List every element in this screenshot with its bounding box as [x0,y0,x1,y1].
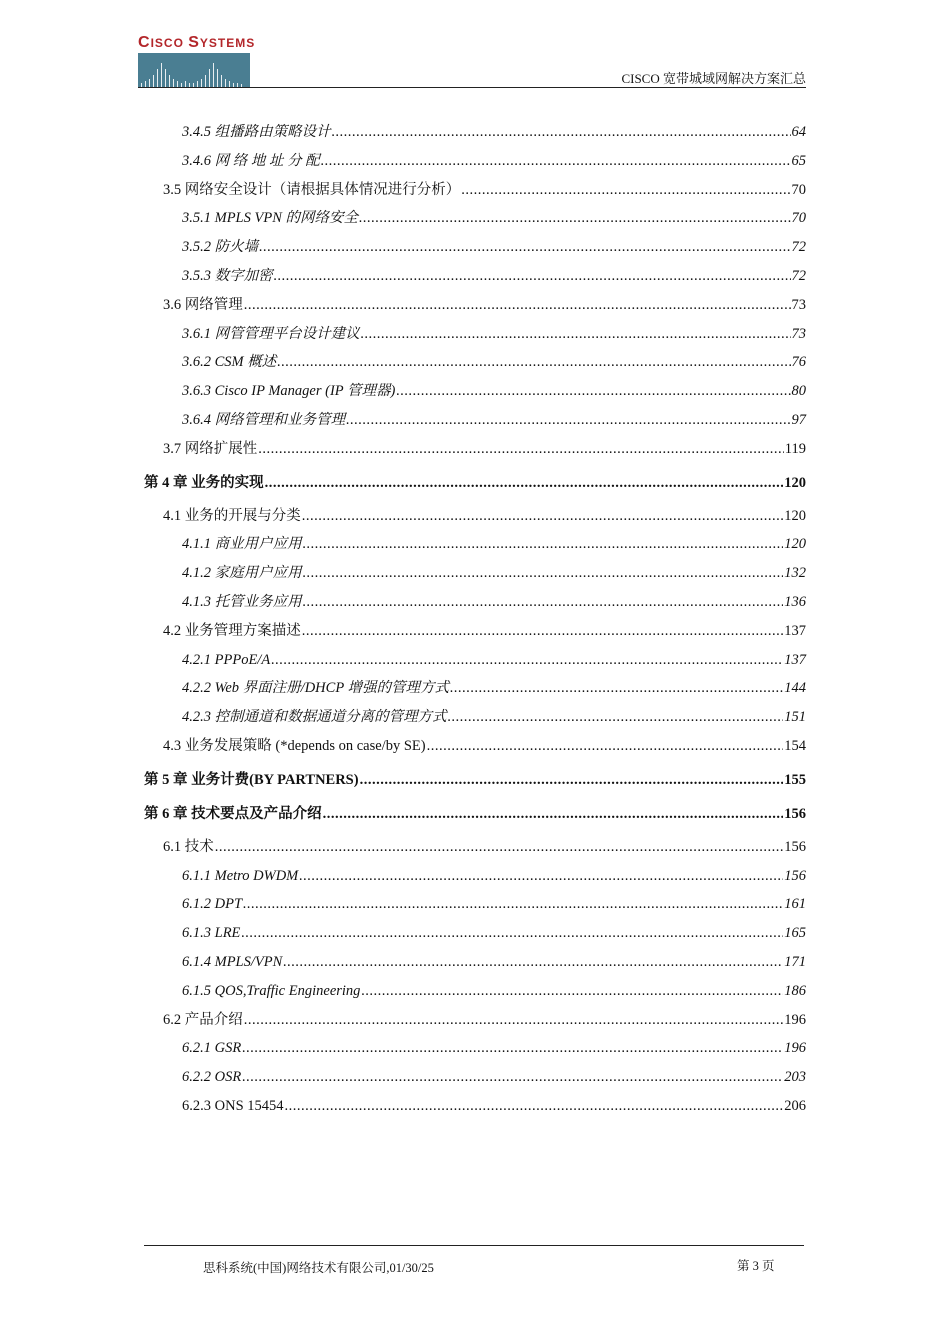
toc-entry[interactable]: 3.7 网络扩展性 ..... 119 [144,435,806,464]
document-title: CISCO 宽带城域网解决方案汇总 [621,71,806,86]
toc-entry[interactable]: 4.2.3 控制通道和数据通道分离的管理方式 ..... 151 [144,703,806,732]
toc-entry[interactable]: 6.1.5 QOS,Traffic Engineering ..... 186 [144,977,806,1006]
toc-entry[interactable]: 3.6.3 Cisco IP Manager (IP 管理器) ..... 80 [144,377,806,406]
toc-entry[interactable]: 4.3 业务发展策略 (*depends on case/by SE) ..... 154 [144,732,806,761]
toc-entry[interactable]: 6.2.3 ONS 15454 ..... 206 [144,1092,806,1121]
header-divider [138,87,806,88]
toc-entry[interactable]: 4.1.1 商业用户应用 ..... 120 [144,530,806,559]
toc-entry[interactable]: 4.2 业务管理方案描述 ..... 137 [144,617,806,646]
toc-entry[interactable]: 4.2.2 Web 界面注册/DHCP 增强的管理方式 ..... 144 [144,674,806,703]
toc-entry[interactable]: 3.4.6 网 络 地 址 分 配 ..... 65 [144,147,806,176]
footer-page-number: 第 3 页 [737,1259,775,1273]
toc-entry[interactable]: 4.1.3 托管业务应用 ..... 136 [144,588,806,617]
footer-divider [144,1245,804,1246]
toc-entry[interactable]: 3.4.5 组播路由策略设计 ..... 64 [144,118,806,147]
toc-entry[interactable]: 3.5.3 数字加密 ..... 72 [144,262,806,291]
toc-entry[interactable]: 4.1 业务的开展与分类 ..... 120 [144,502,806,531]
toc-entry[interactable]: 3.6.4 网络管理和业务管理 ..... 97 [144,406,806,435]
toc-entry[interactable]: 4.1.2 家庭用户应用 ..... 132 [144,559,806,588]
toc-entry[interactable]: 6.1.2 DPT ..... 161 [144,890,806,919]
toc-entry[interactable]: 3.6.1 网管管理平台设计建议 ..... 73 [144,320,806,349]
toc-entry[interactable]: 3.5.1 MPLS VPN 的网络安全 ..... 70 [144,204,806,233]
toc-entry[interactable]: 3.5 网络安全设计（请根据具体情况进行分析） ..... 70 [144,176,806,205]
toc-entry[interactable]: 6.2.1 GSR ..... 196 [144,1034,806,1063]
toc-chapter[interactable]: 第 5 章 业务计费(BY PARTNERS) ..... 155 [144,765,806,795]
toc-entry[interactable]: 6.1.1 Metro DWDM ..... 156 [144,862,806,891]
table-of-contents [144,118,806,1121]
toc-entry[interactable]: 6.2.2 OSR ..... 203 [144,1063,806,1092]
toc-entry[interactable]: 6.1.4 MPLS/VPN ..... 171 [144,948,806,977]
footer-company: 思科系统(中国)网络技术有限公司,01/30/25 [203,1261,434,1275]
page-header [138,34,806,90]
toc-entry[interactable]: 6.1 技术 ..... 156 [144,833,806,862]
toc-entry[interactable]: 3.6.2 CSM 概述 ..... 76 [144,348,806,377]
toc-entry[interactable]: 4.2.1 PPPoE/A ..... 137 [144,646,806,675]
toc-entry[interactable]: 3.6 网络管理 ..... 73 [144,291,806,320]
toc-entry[interactable]: 6.1.3 LRE ..... 165 [144,919,806,948]
cisco-logo-text: CISCO SYSTEMS [138,34,256,51]
toc-chapter[interactable]: 第 6 章 技术要点及产品介绍 ..... 156 [144,799,806,829]
toc-entry[interactable]: 3.5.2 防火墙 ..... 72 [144,233,806,262]
toc-chapter[interactable]: 第 4 章 业务的实现 ..... 120 [144,468,806,498]
toc-entry[interactable]: 6.2 产品介绍 ..... 196 [144,1006,806,1035]
cisco-logo-bars-icon [138,53,250,87]
